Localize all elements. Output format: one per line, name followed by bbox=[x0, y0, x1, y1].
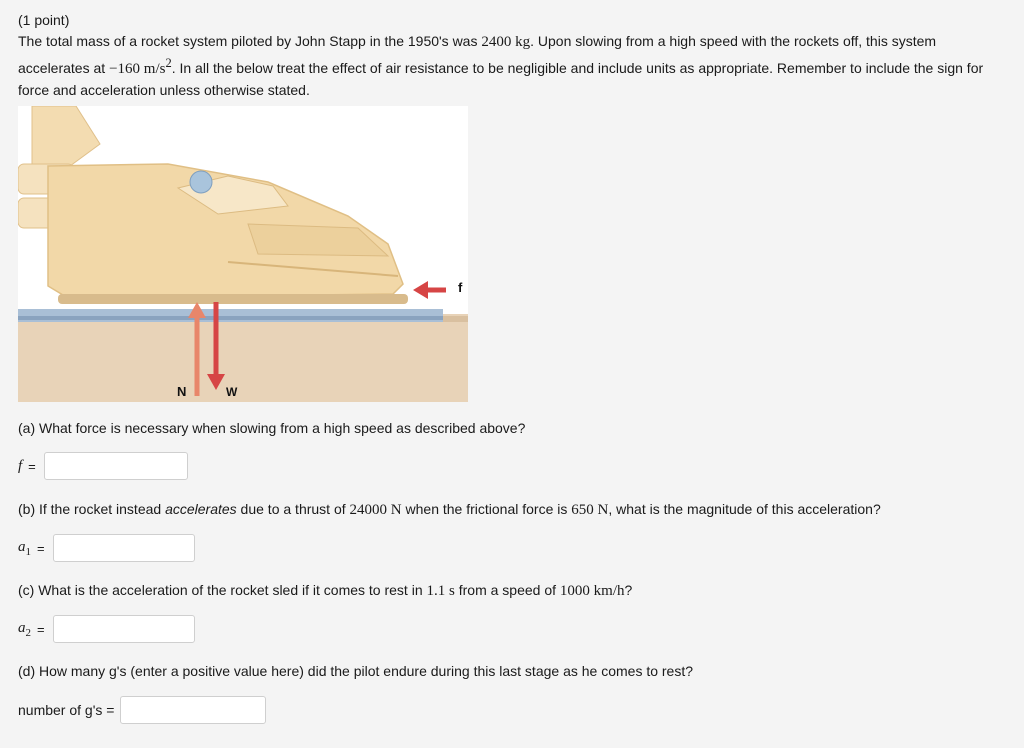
answer-g-input[interactable] bbox=[120, 696, 266, 724]
question-d: (d) How many g's (enter a positive value here) did the pilot endure during this last stage as he comes to rest? bbox=[18, 663, 694, 679]
friction-label: f bbox=[458, 280, 463, 295]
tail-fin bbox=[32, 106, 100, 166]
question-text-part: when the frictional force is bbox=[401, 501, 572, 517]
symbol-subscript: 2 bbox=[25, 626, 31, 639]
symbol-subscript: 1 bbox=[25, 545, 31, 558]
answer-g-row bbox=[18, 696, 266, 724]
answer-a2-symbol bbox=[18, 620, 31, 639]
problem-text bbox=[18, 31, 1008, 101]
sled-skid bbox=[58, 294, 408, 304]
normal-force-label: N bbox=[177, 384, 187, 399]
emphasized-word: accelerates bbox=[165, 501, 237, 517]
rocket-sled-figure bbox=[18, 106, 468, 402]
question-a: (a) What force is necessary when slowing from a high speed as described above? bbox=[18, 420, 526, 436]
weight-label: W bbox=[226, 385, 238, 399]
track-rail bbox=[18, 309, 443, 322]
question-text-part: ? bbox=[624, 582, 633, 598]
answer-a2-row bbox=[18, 615, 195, 643]
points-label: (1 point) bbox=[18, 12, 70, 28]
problem-text-part: . Upon slowing from a high speed with the rockets off, this system accelerates at bbox=[18, 33, 937, 76]
equals-sign: = bbox=[37, 540, 45, 556]
friction-value: 650 N bbox=[571, 502, 609, 518]
answer-a1-row bbox=[18, 534, 195, 562]
pilot-helmet bbox=[190, 171, 212, 193]
mass-value: 2400 kg bbox=[481, 34, 531, 50]
acceleration-value bbox=[109, 56, 172, 77]
rocket-sled-illustration bbox=[18, 106, 468, 402]
speed-value: 1000 km/h bbox=[559, 583, 625, 599]
answer-f-input[interactable] bbox=[44, 452, 188, 480]
answer-f-symbol: f bbox=[18, 457, 23, 474]
thrust-value: 24000 N bbox=[349, 502, 402, 518]
problem-text-part: The total mass of a rocket system piloted by John Stapp in the 1950's was bbox=[18, 33, 482, 49]
acceleration-number: −160 m/s bbox=[109, 61, 166, 77]
answer-a1-symbol bbox=[18, 539, 31, 558]
problem-text-part: . In all the below treat the effect of air resistance to be negligible and include units as appropriate. Remember to include the sign for force and acceleration unless otherwise stated. bbox=[18, 60, 984, 98]
question-text-part: (c) What is the acceleration of the rocket sled if it comes to rest in bbox=[18, 582, 427, 598]
symbol-letter: a bbox=[18, 619, 26, 636]
question-text-part: from a speed of bbox=[454, 582, 560, 598]
answer-g-label: number of g's = bbox=[18, 702, 115, 718]
acceleration-exponent: 2 bbox=[165, 56, 172, 70]
symbol-letter: a bbox=[18, 538, 26, 555]
friction-arrow-head bbox=[413, 281, 428, 299]
question-text-part: , what is the magnitude of this acceleration? bbox=[608, 501, 881, 517]
equals-sign: = bbox=[28, 458, 36, 474]
question-text-part: due to a thrust of bbox=[236, 501, 350, 517]
equals-sign: = bbox=[37, 621, 45, 637]
question-c bbox=[18, 580, 632, 601]
answer-a2-input[interactable] bbox=[53, 615, 195, 643]
answer-f-row bbox=[18, 452, 188, 480]
question-text-part: (b) If the rocket instead bbox=[18, 501, 166, 517]
answer-a1-input[interactable] bbox=[53, 534, 195, 562]
track-rail-shade bbox=[18, 316, 443, 320]
ground bbox=[18, 314, 468, 402]
problem-statement bbox=[18, 10, 1008, 101]
time-value: 1.1 s bbox=[426, 583, 455, 599]
question-b bbox=[18, 499, 881, 520]
